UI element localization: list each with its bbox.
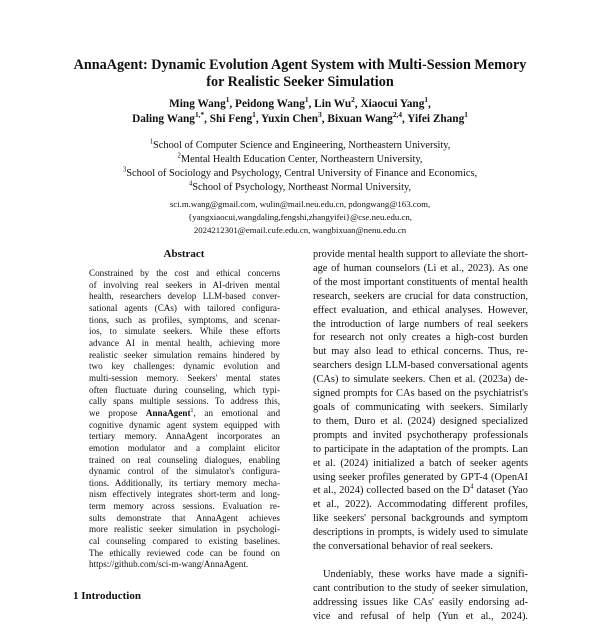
title-line: for Realistic Seeker Simulation [206,74,394,90]
abstract-line: we propose AnnaAgent$^1$, an emotional and [89,407,281,418]
abstract-line: https://github.com/sci-m-wang/AnnaAgent. [89,559,249,570]
affiliation: $^2$Mental Health Education Center, Northeastern University, [177,152,423,165]
body-line: the introduction of large numbers of real seekers [313,318,528,330]
body-line: prompts and invited psychotherapy professionals [313,429,528,441]
body-line: vice and refusal of help (Yun et al., 2024). [313,610,528,622]
abstract-line: advance AI in mental health, achieving more [89,337,280,348]
body-line: to them, Duro et al. (2024) designed specialized [313,415,528,427]
abstract-body [89,268,280,571]
body-line: signed prompts for CAs based on the psychiatrist's [313,388,528,400]
body-line: et al. (2024) initialized a batch of seeker agents [313,457,528,469]
abstract-line: of involving real seekers in AI-driven mental [89,279,280,290]
abstract-line: nism effectively integrates short-term and long- [89,489,280,500]
abstract-line: The ethically reviewed code can be found on [89,547,280,558]
body-line: provide mental health support to alleviate the short- [313,249,528,260]
title-line: AnnaAgent: Dynamic Evolution Agent System with Multi-Session Memory [73,57,527,73]
abstract-line: tertiary memory. AnnaAgent incorporates an [89,431,280,442]
introduction-heading: 1 Introduction [73,590,141,602]
affiliation: $^3$School of Sociology and Psychology, Central University of Finance and Economics, [122,166,478,179]
abstract-line: cognitive dynamic agent system equipped with [89,419,280,430]
email-line: sci.m.wang@gmail.com, wulin@mail.neu.edu.cn, pdongwang@163.com, [169,199,431,209]
affiliation: $^1$School of Computer Science and Engineering, Northeastern University, [149,138,451,151]
author-line: Daling Wang$^{1,*}$, Shi Feng$^1$, Yuxin Chen$^3$, Bixuan Wang$^{2,4}$, Yifei Zhang$^1$ [132,109,468,125]
dataset-superscript: 4 [470,483,474,491]
footnote-mark: 1 [190,407,194,414]
abstract-line: often fluctuate during counseling, which typi- [89,384,280,395]
body-line: (CAs) to simulate seekers. Chen et al. (2023a) de- [313,374,528,386]
body-line: age of human counselors (Li et al., 2023). As one [313,262,528,274]
body-line: of the most important constituents of mental health [313,276,528,288]
email-list [40,198,560,237]
body-line: descriptions in prompts, is widely used to simulate [313,527,528,539]
body-line: et al., 2024) collected based on the $D^4$ dataset (Yao [313,483,528,497]
abstract-line: sational agents (CAs) with tailored configura- [89,302,280,313]
author-list [40,97,560,126]
abstract-line: sults demonstrate that AnnaAgent achieves [89,512,280,523]
abstract-line: two key challenges: dynamic evolution and [89,361,280,372]
affiliations [40,139,560,195]
abstract-line: tions. Additionally, its tertiary memory mecha- [89,477,280,488]
right-column-body [313,248,528,624]
body-line: searchers design LLM-based conversational agents [313,360,528,372]
abstract-line: dynamic control of the simulator's configura- [89,466,280,477]
paragraph-gap [313,554,528,568]
abstract-line: cally spans multiple sessions. To address this, [89,396,280,407]
abstract-line: ios, to simulate seekers. While these efforts [89,326,280,337]
abstract-heading: Abstract [163,248,205,260]
body-line: for research not only creates a high-cost burden [313,332,528,344]
body-line: cant contribution to the study of seeker simulation, [313,582,528,594]
body-line: addressing issues like CAs' easily endorsing ad- [313,596,528,608]
affiliation: $^4$School of Psychology, Northeast Normal University, [188,180,412,193]
abstract-line: cal counseling compared to existing baselines. [89,536,280,547]
body-line: the conversational behavior of real seekers. [313,541,494,553]
body-line: but may also lead to ethical concerns. Thus, re- [313,346,528,358]
body-line: et al., 2022). Accommodating different profiles, [313,499,528,511]
body-line: research, seekers are crucial for data construction, [313,290,528,302]
abstract-line: realistic seeker simulation remains hindered by [89,349,280,360]
body-line: to participate in the adaptation of the prompts. Lan [313,443,528,455]
author-line: Ming Wang$^1$, Peidong Wang$^1$, Lin Wu$^2$, Xiaocui Yang$^1$, [169,95,431,110]
paper-title [40,57,560,91]
email-line: 2024212301@email.cufe.edu.cn, wangbixuan@nenu.edu.cn [193,225,407,235]
body-line: effect evaluation, and ethical analyses. However, [313,304,528,316]
abstract-line: multi-session memory. Seekers' mental states [89,372,280,383]
abstract-line: trained on real counseling dialogues, enabling [89,454,280,465]
system-name: AnnaAgent [145,407,191,418]
abstract-line: Constrained by the cost and ethical concerns [89,268,280,278]
abstract-line: emotion modulator and a complaint elicitor [89,442,280,453]
abstract-line: tions, such as profiles, symptoms, and scenar- [89,314,280,325]
abstract-line: more realistic seeker simulation in psychologi- [89,524,280,535]
abstract-line: term memory across sessions. Evaluation re- [89,501,280,512]
abstract-line: health, researchers develop LLM-based conver- [89,291,280,302]
body-line: using seeker profiles generated by GPT-4 (OpenAI [313,471,528,483]
email-line: {yangxiaocui,wangdaling,fengshi,zhangyifei}@cse.neu.edu.cn, [188,212,412,222]
body-line: like seekers' personal backgrounds and symptom [313,513,528,525]
body-line: goals of communicating with seekers. Similarly [313,401,528,413]
body-line: Undeniably, these works have made a signifi- [323,568,528,580]
